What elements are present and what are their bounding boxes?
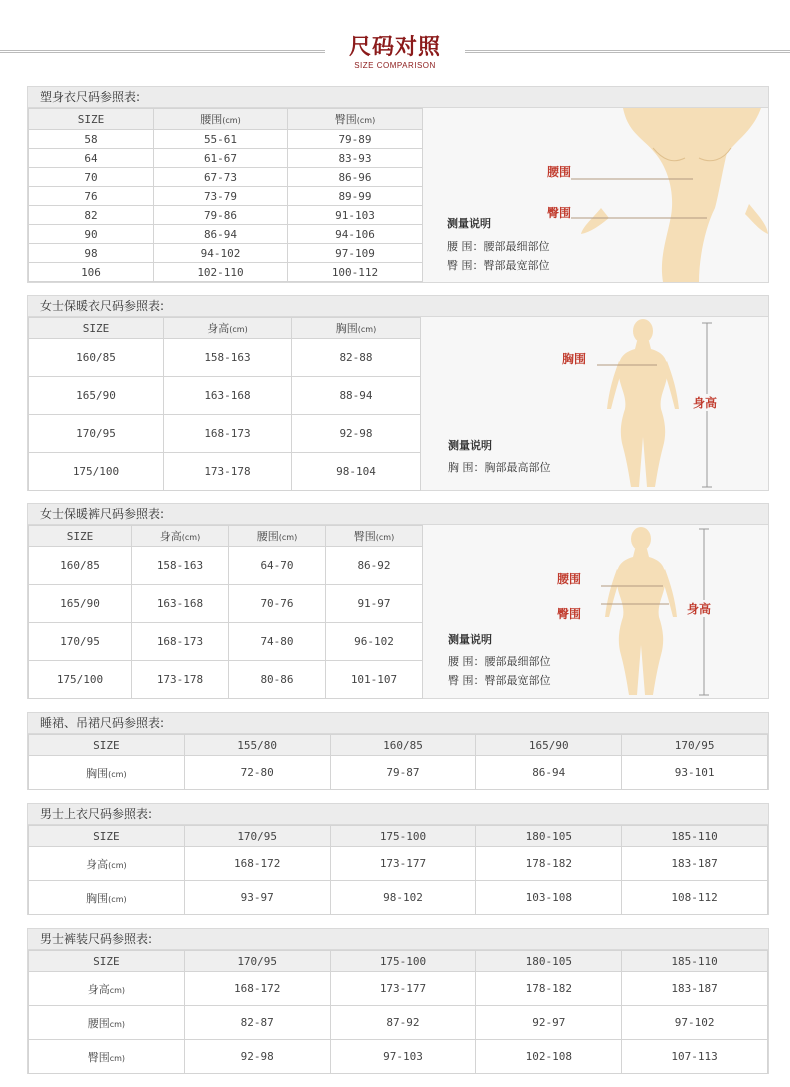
cell-bust: 79-87 (330, 756, 476, 790)
cell-size: 175/100 (29, 453, 164, 491)
measurement-note-bust: 胸 围：胸部最高部位 (448, 461, 551, 474)
women-thermal-pants-table (28, 525, 423, 699)
cell-size: 90 (29, 225, 154, 244)
section-title: 睡裙、吊裙尺码参照表: (27, 712, 769, 734)
cell-size: 106 (29, 263, 154, 282)
section-body (27, 734, 769, 790)
men-pants-size-table (28, 950, 768, 1074)
table-header-row (29, 109, 423, 130)
women-thermal-top-section (27, 295, 769, 491)
cell-height: 158-163 (164, 339, 292, 377)
cell-bust: 92-98 (292, 415, 421, 453)
header-divider-right (465, 50, 790, 53)
table-row (29, 881, 768, 915)
cell-size: 165/90 (29, 377, 164, 415)
cell-bust: 86-94 (476, 756, 622, 790)
cell-size: 64 (29, 149, 154, 168)
size-col: 180-105 (476, 951, 622, 972)
table-row (29, 206, 423, 225)
size-col: 170/95 (184, 951, 330, 972)
size-col: 175-100 (330, 951, 476, 972)
cell-hip: 91-103 (288, 206, 423, 225)
cell-height: 168-172 (184, 972, 330, 1006)
cell-height: 183-187 (622, 972, 768, 1006)
size-header: SIZE (29, 735, 185, 756)
header-divider-left (0, 50, 325, 53)
size-col: 155/80 (184, 735, 330, 756)
size-col: 160/85 (330, 735, 476, 756)
cell-waist: 92-97 (476, 1006, 622, 1040)
cell-hip: 102-108 (476, 1040, 622, 1074)
table-header-row (29, 951, 768, 972)
men-top-size-table (28, 825, 768, 915)
cell-hip: 89-99 (288, 187, 423, 206)
cell-hip: 86-96 (288, 168, 423, 187)
cell-height: 183-187 (622, 847, 768, 881)
height-row-label: 身高(cm) (29, 847, 185, 881)
page-header (0, 0, 790, 80)
cell-height: 173-178 (132, 661, 229, 699)
table-row (29, 623, 423, 661)
cell-waist: 73-79 (154, 187, 288, 206)
cell-height: 168-173 (164, 415, 292, 453)
size-col: 185-110 (622, 951, 768, 972)
shapewear-measurement-figure (422, 108, 768, 282)
table-row (29, 1006, 768, 1040)
table-header-row (29, 826, 768, 847)
table-header-row (29, 526, 423, 547)
waist-header: 腰围(cm) (154, 109, 288, 130)
cell-size: 175/100 (29, 661, 132, 699)
cell-bust: 93-97 (184, 881, 330, 915)
cell-waist: 80-86 (229, 661, 326, 699)
women-thermal-top-table (28, 317, 421, 491)
cell-waist: 70-76 (229, 585, 326, 623)
height-label: 身高 (693, 396, 718, 410)
waist-header: 腰围(cm) (229, 526, 326, 547)
measurement-note-title: 测量说明 (447, 217, 491, 230)
waist-label: 腰围 (547, 165, 572, 179)
cell-waist: 55-61 (154, 130, 288, 149)
nightdress-size-table (28, 734, 768, 790)
hip-row-label: 臀围cm) (29, 1040, 185, 1074)
cell-height: 163-168 (164, 377, 292, 415)
cell-waist: 79-86 (154, 206, 288, 225)
nightdress-size-section (27, 712, 769, 790)
size-col: 180-105 (476, 826, 622, 847)
cell-waist: 102-110 (154, 263, 288, 282)
thermal-top-measurement-figure (420, 317, 768, 490)
table-row (29, 1040, 768, 1074)
size-header: SIZE (29, 951, 185, 972)
bust-row-label: 胸围(cm) (29, 881, 185, 915)
table-row (29, 547, 423, 585)
waist-row-label: 腰围cm) (29, 1006, 185, 1040)
bust-label: 胸围 (562, 352, 587, 366)
section-title: 男士裤装尺码参照表: (27, 928, 769, 950)
height-row-label: 身高cm) (29, 972, 185, 1006)
cell-size: 170/95 (29, 623, 132, 661)
hip-header: 臀围(cm) (326, 526, 423, 547)
cell-size: 82 (29, 206, 154, 225)
table-header-row (29, 318, 421, 339)
cell-size: 165/90 (29, 585, 132, 623)
cell-bust: 72-80 (184, 756, 330, 790)
size-col: 165/90 (476, 735, 622, 756)
shapewear-size-section (27, 86, 769, 283)
table-row (29, 149, 423, 168)
cell-bust: 82-88 (292, 339, 421, 377)
cell-hip: 86-92 (326, 547, 423, 585)
female-torso-icon (423, 108, 769, 282)
height-header: 身高(cm) (132, 526, 229, 547)
size-header: SIZE (29, 526, 132, 547)
cell-size: 170/95 (29, 415, 164, 453)
height-label: 身高 (687, 602, 712, 616)
table-row (29, 756, 768, 790)
waist-label: 腰围 (557, 572, 582, 586)
measurement-note-waist: 腰 围：腰部最细部位 (448, 655, 551, 668)
height-header: 身高(cm) (164, 318, 292, 339)
section-body (27, 525, 769, 699)
cell-hip: 107-113 (622, 1040, 768, 1074)
size-col: 175-100 (330, 826, 476, 847)
cell-size: 58 (29, 130, 154, 149)
thermal-pants-measurement-figure (422, 525, 768, 698)
cell-waist: 67-73 (154, 168, 288, 187)
cell-height: 168-172 (184, 847, 330, 881)
table-row (29, 168, 423, 187)
men-top-size-section (27, 803, 769, 915)
cell-waist: 86-94 (154, 225, 288, 244)
shapewear-size-table (28, 108, 423, 282)
size-col: 185-110 (622, 826, 768, 847)
page-subtitle: SIZE COMPARISON (354, 61, 436, 70)
women-thermal-pants-section (27, 503, 769, 699)
section-body (27, 108, 769, 283)
table-row (29, 847, 768, 881)
cell-hip: 100-112 (288, 263, 423, 282)
section-body (27, 950, 769, 1074)
size-col: 170/95 (622, 735, 768, 756)
hip-header: 臀围(cm) (288, 109, 423, 130)
table-row (29, 263, 423, 282)
cell-waist: 61-67 (154, 149, 288, 168)
table-row (29, 244, 423, 263)
cell-height: 173-177 (330, 972, 476, 1006)
men-pants-size-section (27, 928, 769, 1074)
size-header: SIZE (29, 109, 154, 130)
table-row (29, 453, 421, 491)
table-row (29, 661, 423, 699)
size-col: 170/95 (184, 826, 330, 847)
cell-waist: 74-80 (229, 623, 326, 661)
cell-height: 158-163 (132, 547, 229, 585)
measurement-note-hip: 臀 围：臀部最宽部位 (448, 674, 551, 687)
hip-label: 臀围 (557, 607, 582, 621)
cell-bust: 103-108 (476, 881, 622, 915)
section-title: 男士上衣尺码参照表: (27, 803, 769, 825)
cell-bust: 93-101 (622, 756, 768, 790)
cell-hip: 83-93 (288, 149, 423, 168)
cell-waist: 64-70 (229, 547, 326, 585)
measurement-note-waist: 腰 围：腰部最细部位 (447, 240, 550, 253)
table-row (29, 377, 421, 415)
table-row (29, 130, 423, 149)
cell-hip: 97-109 (288, 244, 423, 263)
cell-waist: 82-87 (184, 1006, 330, 1040)
cell-waist: 87-92 (330, 1006, 476, 1040)
cell-height: 168-173 (132, 623, 229, 661)
cell-size: 160/85 (29, 547, 132, 585)
cell-size: 76 (29, 187, 154, 206)
table-row (29, 187, 423, 206)
cell-bust: 108-112 (622, 881, 768, 915)
cell-hip: 97-103 (330, 1040, 476, 1074)
cell-hip: 79-89 (288, 130, 423, 149)
section-title: 塑身衣尺码参照表: (27, 86, 769, 108)
cell-hip: 96-102 (326, 623, 423, 661)
cell-bust: 98-102 (330, 881, 476, 915)
cell-hip: 101-107 (326, 661, 423, 699)
hip-label: 臀围 (547, 206, 572, 220)
measurement-note-title: 测量说明 (448, 439, 492, 452)
cell-height: 163-168 (132, 585, 229, 623)
bust-row-label: 胸围(cm) (29, 756, 185, 790)
cell-bust: 98-104 (292, 453, 421, 491)
table-row (29, 225, 423, 244)
cell-hip: 92-98 (184, 1040, 330, 1074)
section-title: 女士保暖衣尺码参照表: (27, 295, 769, 317)
cell-size: 70 (29, 168, 154, 187)
table-header-row (29, 735, 768, 756)
cell-height: 173-177 (330, 847, 476, 881)
cell-height: 178-182 (476, 847, 622, 881)
section-title: 女士保暖裤尺码参照表: (27, 503, 769, 525)
cell-height: 178-182 (476, 972, 622, 1006)
table-row (29, 415, 421, 453)
cell-height: 173-178 (164, 453, 292, 491)
table-row (29, 339, 421, 377)
section-body (27, 317, 769, 491)
table-row (29, 585, 423, 623)
page-title: 尺码对照 (348, 34, 441, 60)
measurement-note-hip: 臀 围：臀部最宽部位 (447, 259, 550, 272)
cell-waist: 97-102 (622, 1006, 768, 1040)
size-header: SIZE (29, 318, 164, 339)
cell-hip: 91-97 (326, 585, 423, 623)
cell-waist: 94-102 (154, 244, 288, 263)
section-body (27, 825, 769, 915)
table-row (29, 972, 768, 1006)
size-header: SIZE (29, 826, 185, 847)
cell-size: 98 (29, 244, 154, 263)
cell-hip: 94-106 (288, 225, 423, 244)
measurement-note-title: 测量说明 (448, 633, 492, 646)
cell-bust: 88-94 (292, 377, 421, 415)
cell-size: 160/85 (29, 339, 164, 377)
bust-header: 胸围(cm) (292, 318, 421, 339)
